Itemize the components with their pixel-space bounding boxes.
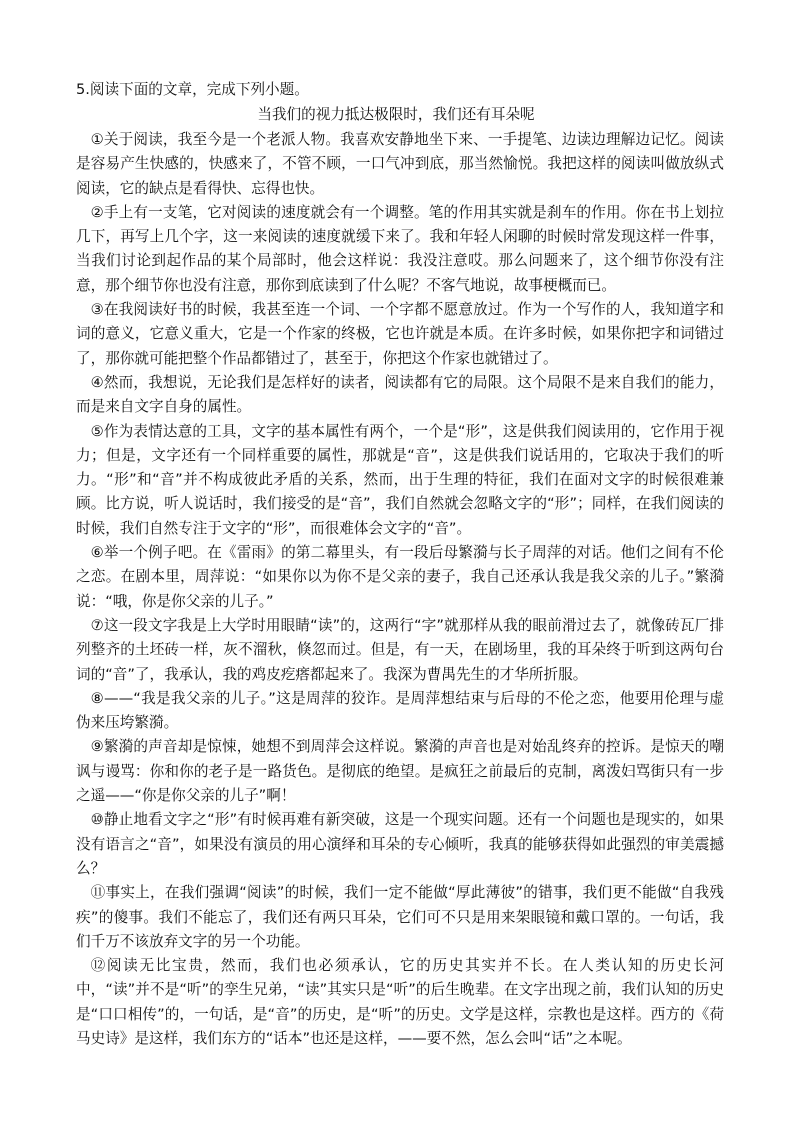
paragraph-3: ③在我阅读好书的时候，我甚至连一个词、一个字都不愿意放过。作为一个写作的人，我知道字和词的意义，它意义重大，它是一个作家的终极，它也许就是本质。在许多时候，如果你把字和词错过了，那你就可能把整个作品都错过了，甚至于，你把这个作家也就错过了。 bbox=[76, 301, 724, 367]
article-title: 当我们的视力抵达极限时，我们还有耳朵呢 bbox=[257, 106, 535, 123]
paragraph-10: ⑩静止地看文字之“形”有时候再难有新突破，这是一个现实问题。还有一个问题也是现实的，如果没有语言之“音”，如果没有演员的用心演绎和耳朵的专心倾听，我真的能够获得如此强烈的审美震撼么？ bbox=[76, 811, 724, 877]
paragraph-4: ④然而，我想说，无论我们是怎样好的读者，阅读都有它的局限。这个局限不是来自我们的能力，而是来自文字自身的属性。 bbox=[76, 373, 724, 416]
paragraph-9: ⑨繁漪的声音却是惊悚，她想不到周萍会这样说。繁漪的声音也是对始乱终弃的控诉。是惊天的嘲讽与谩骂：你和你的老子是一路货色。是彻底的绝望。是疯狂之前最后的克制，离泼妇骂街只有一步之遥——“你是你父亲的儿子”啊！ bbox=[76, 738, 724, 805]
paragraph-1: ①关于阅读，我至今是一个老派人物。我喜欢安静地坐下来、一手提笔、边读边理解边记忆。阅读是容易产生快感的，快感来了，不管不顾，一口气冲到底，那当然愉悦。我把这样的阅读叫做放纵式阅读，它的缺点是看得快、忘得也快。 bbox=[76, 131, 724, 197]
paragraph-5: ⑤作为表情达意的工具，文字的基本属性有两个，一个是“形”，这是供我们阅读用的，它作用于视力；但是，文字还有一个同样重要的属性，那就是“音”，这是供我们说话用的，它取决于我们的听力。“形”和“音”并不构成彼此矛盾的关系，然而，出于生理的特征，我们在面对文字的时候很难兼顾。比方说，听人说话时，我们接受的是“音”，我们自然就会忽略文字的“形”；同样，在我们阅读的时候，我们自然专注于文字的“形”，而很难体会文字的“音”。 bbox=[76, 422, 724, 537]
paragraph-12: ⑫阅读无比宝贵，然而，我们也必须承认，它的历史其实并不长。在人类认知的历史长河中，“读”并不是“听”的孪生兄弟，“读”其实只是“听”的后生晚辈。在文字出现之前，我们认知的历史是“口口相传”的，一句话，是“音”的历史，是“听”的历史。文学是这样，宗教也是这样。西方的《荷马史诗》是这样，我们东方的“话本”也还是这样，——要不然，怎么会叫“话”之本呢。 bbox=[76, 957, 724, 1047]
question-prompt: 5.阅读下面的文章，完成下列小题。 bbox=[76, 81, 309, 98]
paragraph-7: ⑦这一段文字我是上大学时用眼睛“读”的，这两行“字”就那样从我的眼前滑过去了，就像砖瓦厂排列整齐的土坯砖一样，灰不溜秋，倏忽而过。但是，有一天，在剧场里，我的耳朵终于听到这两句台词的“音”了，我承认，我的鸡皮疙瘩都起来了。我深为曹禺先生的才华所折服。 bbox=[76, 616, 724, 683]
paragraph-11: ⑪事实上，在我们强调“阅读”的时候，我们一定不能做“厚此薄彼”的错事，我们更不能做“自我残疾”的傻事。我们不能忘了，我们还有两只耳朵，它们可不只是用来架眼镜和戴口罩的。一句话，我们千万不该放弃文字的另一个功能。 bbox=[76, 884, 724, 950]
paragraph-6: ⑥举一个例子吧。在《雷雨》的第二幕里头，有一段后母繁漪与长子周萍的对话。他们之间有不伦之恋。在剧本里，周萍说：“如果你以为你不是父亲的妻子，我自己还承认我是我父亲的儿子。”繁漪说：“哦，你是你父亲的儿子。” bbox=[76, 544, 724, 610]
paragraph-2: ②手上有一支笔，它对阅读的速度就会有一个调整。笔的作用其实就是刹车的作用。你在书上划拉几下，再写上几个字，这一来阅读的速度就缓下来了。我和年轻人闲聊的时候时常发现这样一件事，当我们讨论到起作品的某个局部时，他会这样说：我没注意哎。那么问题来了，这个细节你没有注意，那个细节你也没有注意，那你到底读到了什么呢？不客气地说，故事梗概而已。 bbox=[76, 203, 724, 294]
article-body bbox=[76, 128, 724, 1051]
paragraph-8: ⑧——“我是我父亲的儿子。”这是周萍的狡诈。是周萍想结束与后母的不伦之恋，他要用伦理与虚伪来压垮繁漪。 bbox=[76, 689, 724, 732]
